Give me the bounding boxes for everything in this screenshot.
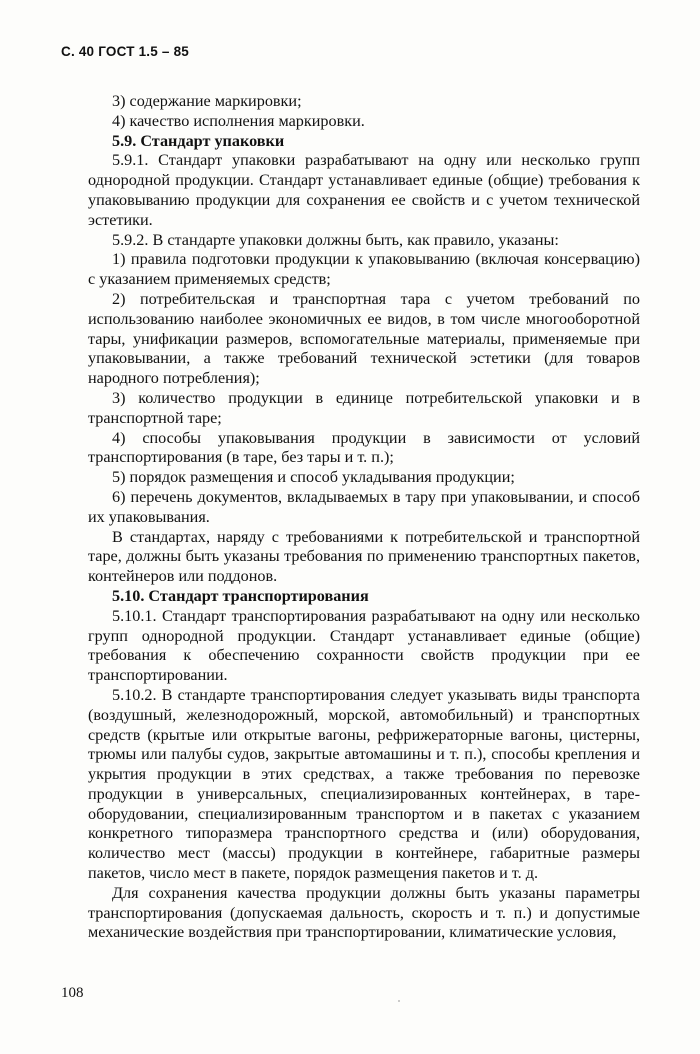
- page-body: [88, 92, 640, 943]
- section-heading: 5.9. Стандарт упаковки: [112, 131, 285, 150]
- list-item: 5) порядок размещения и способ укладывания продукции;: [112, 468, 515, 487]
- page-number: 108: [61, 985, 84, 1001]
- paragraph: 5.9.2. В стандарте упаковки должны быть, как правило, указаны:: [112, 230, 559, 249]
- list-item: 4) способы упаковывания продукции в зависимости от условий транспортирования (в таре, без тары и т. п.);: [88, 428, 640, 467]
- list-item: 1) правила подготовки продукции к упаковыванию (включая консервацию) с указанием применяемых средств;: [88, 250, 640, 289]
- paragraph: В стандартах, наряду с требованиями к потребительской и транспортной таре, должны быть указаны требования по применению транспортных пакетов, контейнеров или поддонов.: [88, 527, 640, 586]
- list-item: 2) потребительская и транспортная тара с учетом требований по использованию наиболее экономичных ее видов, в том числе многооборотной тары, унификации размеров, вспомогательные материалы, применяемые при упаковывании, а также требований технической эстетики (для товаров народного потребления);: [88, 289, 640, 388]
- list-item: 3) количество продукции в единице потребительской упаковки и в транспортной таре;: [88, 388, 640, 427]
- section-heading: 5.10. Стандарт транспортирования: [112, 586, 369, 605]
- paragraph: Для сохранения качества продукции должны быть указаны параметры транспортирования (допускаемая дальность, скорость и т. п.) и допустимые механические воздействия при транспортировании, климатические условия,: [88, 883, 640, 942]
- list-item: 4) качество исполнения маркировки.: [112, 111, 365, 130]
- page-header: С. 40 ГОСТ 1.5 – 85: [61, 44, 189, 59]
- paragraph: 5.10.2. В стандарте транспортирования следует указывать виды транспорта (воздушный, железнодорожный, морской, автомобильный) и транспортных средств (крытые или открытые вагоны, рефрижераторные вагоны, цистерны, трюмы или палубы судов, закрытые автомашины и т. п.), способы крепления и укрытия продукции в этих средствах, а также требования по перевозке продукции в универсальных, специализированных контейнерах, в таре-оборудовании, специализированным транспортом и в пакетах с указанием конкретного типоразмера транспортного средства и (или) оборудования, количество мест (массы) продукции в контейнере, габаритные размеры пакетов, число мест в пакете, порядок размещения пакетов и т. д.: [88, 685, 640, 883]
- paragraph: 5.9.1. Стандарт упаковки разрабатывают на одну или несколько групп однородной продукции. Стандарт устанавливает единые (общие) требования к упаковыванию продукции для сохранения ее свойств и с учетом технической эстетики.: [88, 151, 640, 229]
- paragraph: 5.10.1. Стандарт транспортирования разрабатывают на одну или несколько групп однородной продукции. Стандарт устанавливает единые (общие) требования к обеспечению сохранности свойств продукции при ее транспортировании.: [88, 606, 640, 685]
- list-item: 3) содержание маркировки;: [112, 92, 302, 110]
- list-item: 6) перечень документов, вкладываемых в тару при упаковывании, и способ их упаковывания.: [88, 487, 640, 526]
- scan-speck: [398, 1000, 400, 1002]
